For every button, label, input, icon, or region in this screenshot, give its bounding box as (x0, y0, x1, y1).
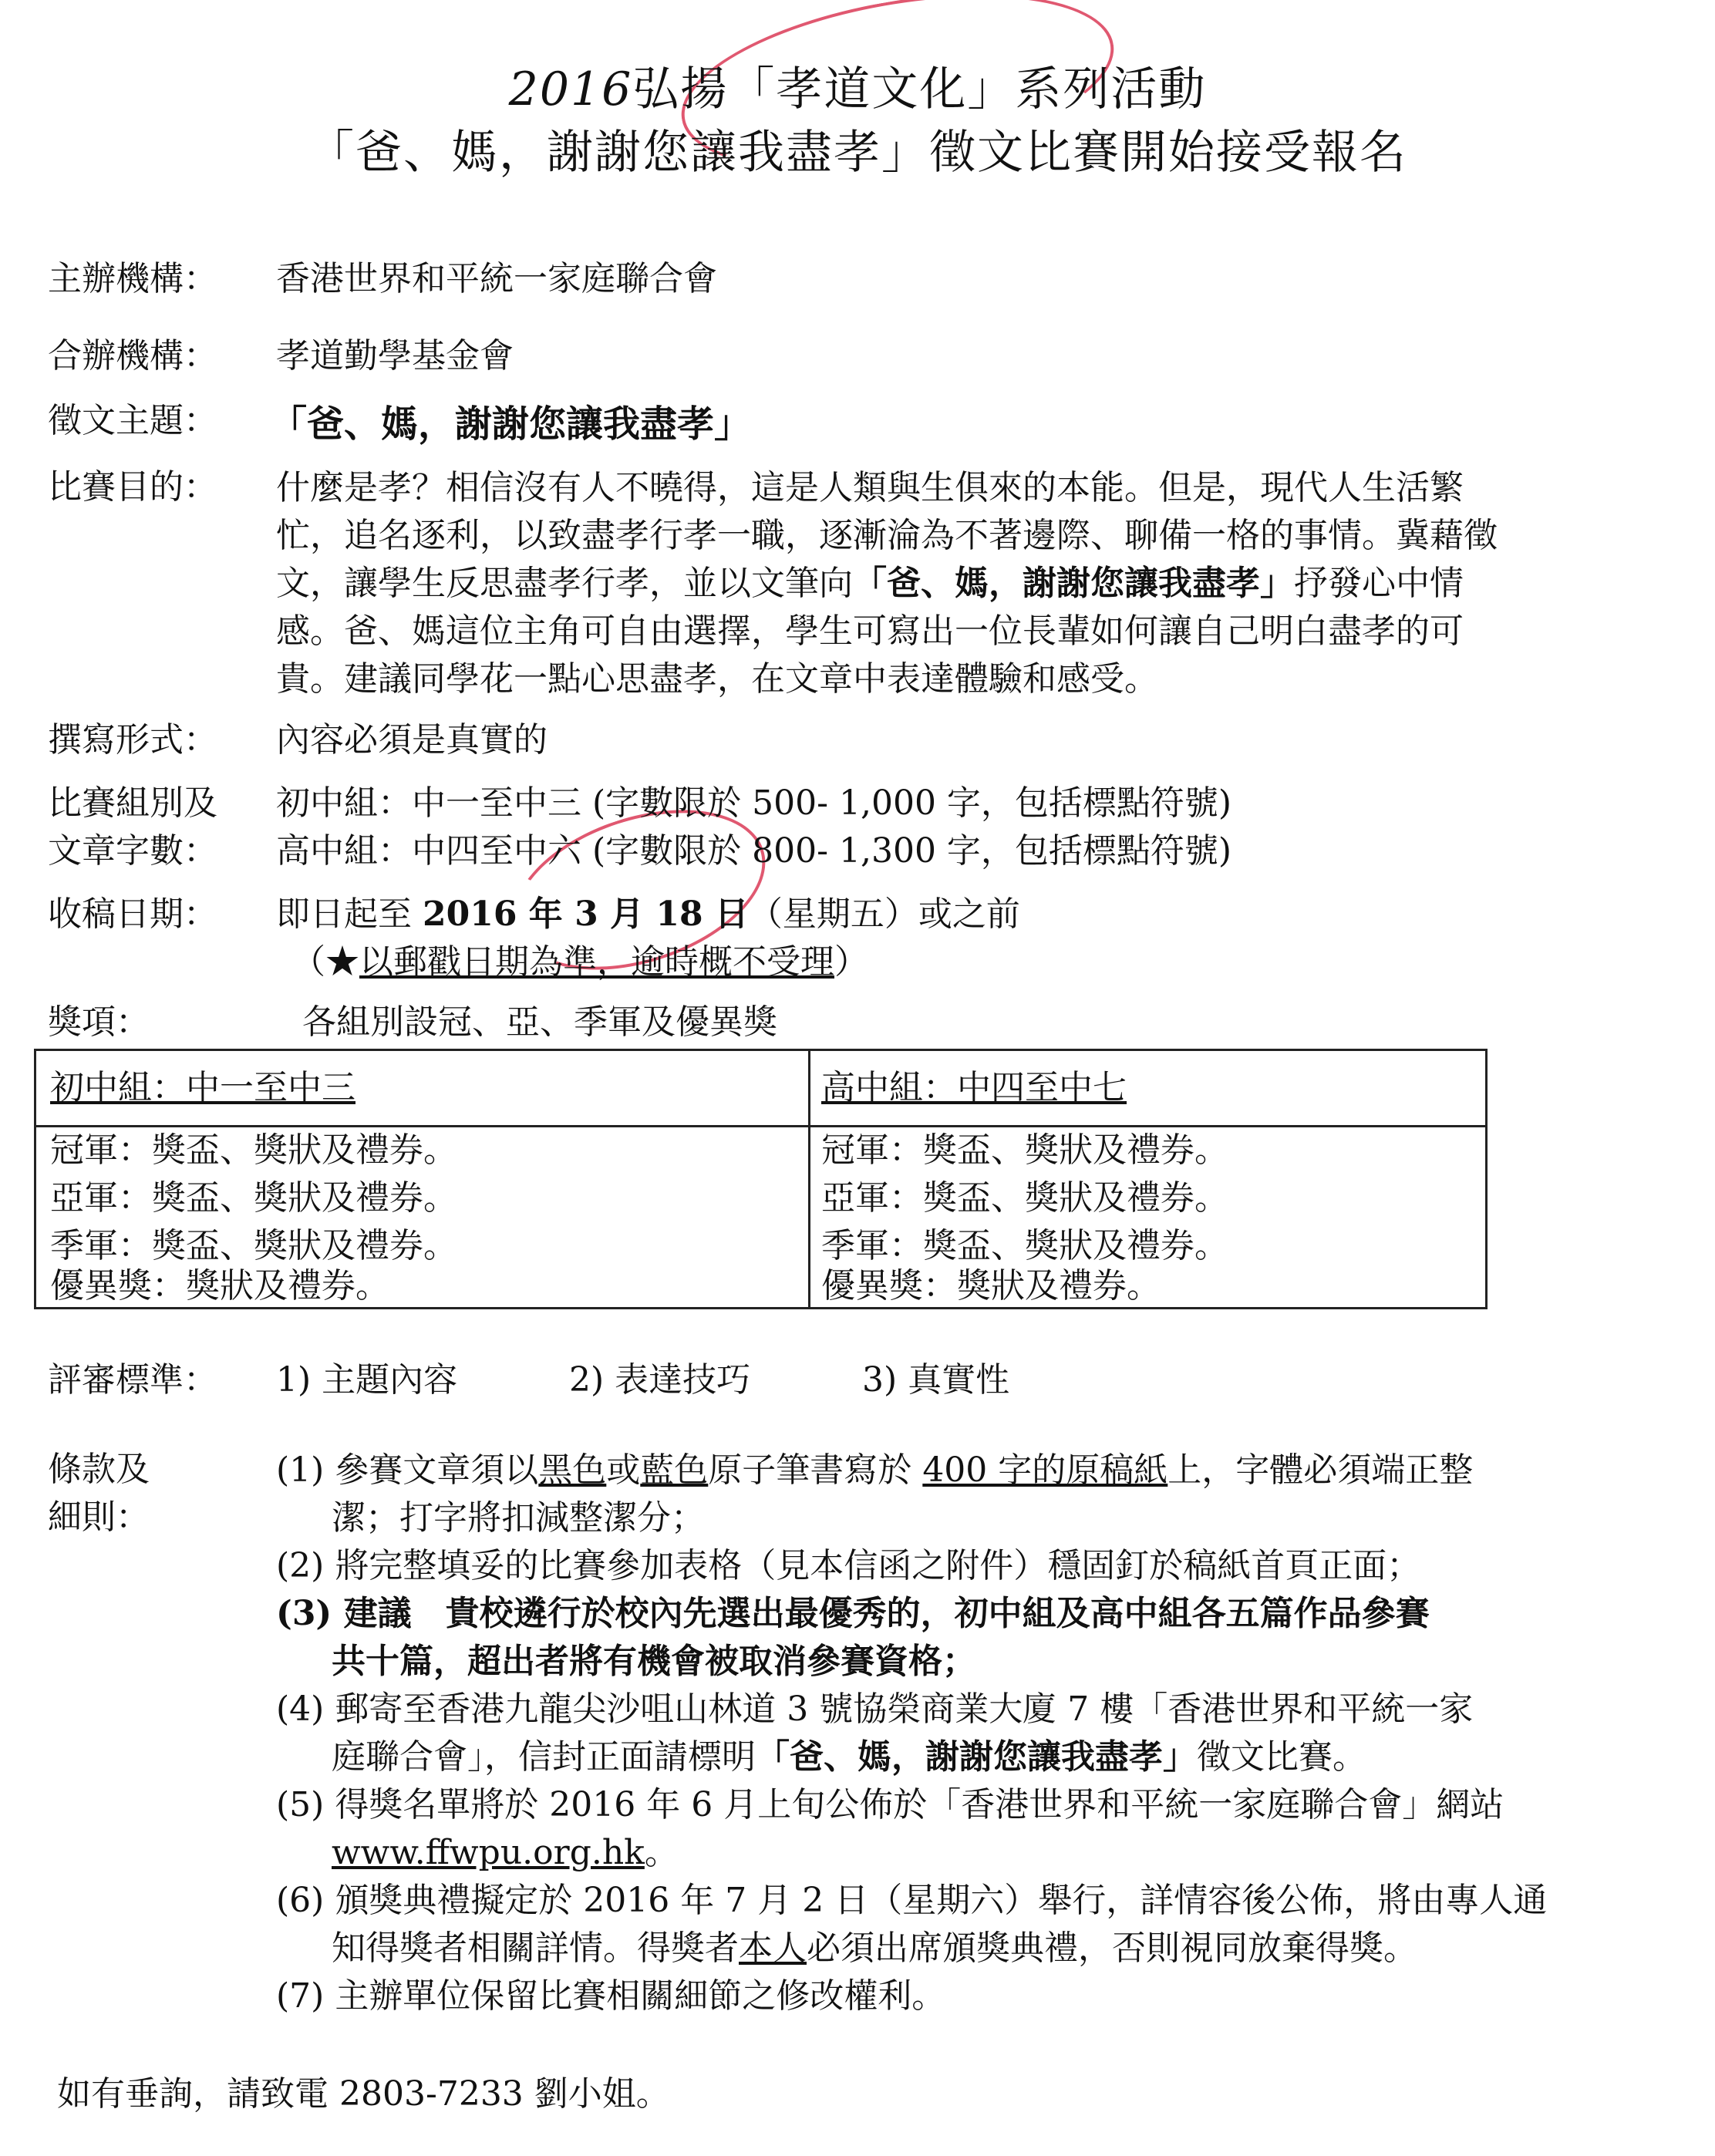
junior-prize-row: 季軍：獎盃、獎狀及禮券。 (50, 1226, 457, 1265)
contact-line: 如有垂詢，請致電 2803-7233 劉小姐。 (57, 2074, 670, 2114)
senior-column-head: 高中組：中四至中七 (821, 1068, 1127, 1107)
purpose-text (276, 464, 1626, 703)
term-text: 上，字體必須端正整 (1167, 1450, 1474, 1490)
purpose-line: 貴。建議同學花一點心思盡孝，在文章中表達體驗和感受。 (276, 659, 1158, 699)
note-close: ） (834, 942, 868, 982)
purpose-label: 比賽目的： (48, 467, 217, 507)
criterion-2: 2) 表達技巧 (569, 1360, 751, 1400)
deadline-date: 2016 年 3 月 18 日 (423, 894, 749, 934)
deadline-note (291, 939, 868, 985)
criterion-3: 3) 真實性 (862, 1360, 1010, 1400)
term-bold-theme: 「爸、媽，謝謝您讓我盡孝」 (756, 1737, 1197, 1777)
group-senior: 高中組：中四至中六 (字數限於 800- 1,300 字，包括標點符號) (276, 831, 1232, 871)
deadline-label: 收稿日期： (48, 894, 217, 934)
purpose-line (276, 560, 1626, 608)
groups-label-1: 比賽組別及 (48, 783, 217, 823)
terms-list (276, 1447, 1664, 2020)
title-line-1 (0, 52, 1715, 119)
term-item: (2) 將完整填妥的比賽參加表格（見本信函之附件）穩固釘於稿紙首頁正面； (276, 1546, 1421, 1585)
deadline-note-text: 以郵戳日期為準，逾時概不受理 (359, 942, 834, 982)
senior-prize-row: 季軍：獎盃、獎狀及禮券。 (821, 1226, 1228, 1265)
purpose-line: 感。爸、媽這位主角可自由選擇，學生可寫出一位長輩如何讓自己明白盡孝的可 (276, 611, 1464, 651)
deadline-pre: 即日起至 (276, 894, 423, 934)
awards-label: 獎項： (48, 1002, 150, 1042)
terms-label-1: 條款及 (48, 1450, 150, 1489)
senior-prize-row: 亞軍：獎盃、獎狀及禮券。 (821, 1178, 1228, 1218)
organizer-value: 香港世界和平統一家庭聯合會 (276, 259, 717, 298)
junior-prize-row: 亞軍：獎盃、獎狀及禮券。 (50, 1178, 457, 1218)
note-open: （★ (291, 942, 359, 982)
term-text: 或 (606, 1450, 641, 1490)
purpose-line: 忙，追名逐利，以致盡孝行孝一職，逐漸淪為不著邊際、聊備一格的事情。冀藉徵 (276, 516, 1498, 555)
organizer-label: 主辦機構： (48, 259, 217, 298)
format-label: 撰寫形式： (48, 720, 217, 760)
website-link[interactable]: www.ffwpu.org.hk (332, 1833, 645, 1872)
term-underlined: 400 字的原稿紙 (922, 1450, 1168, 1490)
criterion-1: 1) 主題內容 (276, 1360, 458, 1400)
prize-table (34, 1049, 1488, 1309)
term-text: 必須出席頒獎典禮，否則視同放棄得獎。 (807, 1929, 1417, 1968)
theme-label: 徵文主題： (48, 401, 217, 440)
junior-column-head: 初中組：中一至中三 (50, 1068, 355, 1107)
term-continuation: 潔；打字將扣減整潔分； (332, 1498, 705, 1538)
terms-label-2: 細則： (48, 1497, 150, 1537)
title-text: 弘揚「孝道文化」系列活動 (632, 62, 1207, 116)
prize-table-divider (808, 1051, 810, 1307)
term-text: 原子筆書寫於 (708, 1450, 923, 1490)
term-continuation (276, 1829, 1664, 1877)
term-item: (7) 主辦單位保留比賽相關細節之修改權利。 (276, 1976, 946, 2016)
term-text: 。 (644, 1833, 679, 1872)
purpose-text-part: 文，讓學生反思盡孝行孝，並以文筆向 (276, 564, 853, 603)
awards-value: 各組別設冠、亞、季軍及優異獎 (302, 1002, 777, 1042)
senior-prize-row: 冠軍：獎盃、獎狀及禮券。 (821, 1130, 1228, 1170)
term-underlined: 本人 (739, 1929, 807, 1968)
term-item (276, 1447, 1664, 1494)
term-continuation: 共十篇，超出者將有機會被取消參賽資格； (332, 1642, 976, 1681)
term-continuation (276, 1925, 1664, 1972)
coorganizer-value: 孝道勤學基金會 (276, 336, 514, 376)
title-line-2: 「爸、媽，謝謝您讓我盡孝」徵文比賽開始接受報名 (308, 126, 1407, 180)
format-value: 內容必須是真實的 (276, 720, 548, 760)
groups-label-2: 文章字數： (48, 831, 217, 871)
senior-prize-row: 優異獎：獎狀及禮券。 (821, 1266, 1161, 1305)
junior-prize-row: 優異獎：獎狀及禮券。 (50, 1266, 389, 1305)
deadline-post: （星期五）或之前 (748, 894, 1020, 934)
term-text: 庭聯合會」，信封正面請標明 (332, 1737, 756, 1777)
term-text: 知得獎者相關詳情。得獎者 (332, 1929, 739, 1968)
purpose-text-part: 抒發心中情 (1294, 564, 1464, 603)
junior-prize-row: 冠軍：獎盃、獎狀及禮券。 (50, 1130, 457, 1170)
coorganizer-label: 合辦機構： (48, 336, 217, 376)
criteria-label: 評審標準： (48, 1360, 217, 1400)
group-junior: 初中組：中一至中三 (字數限於 500- 1,000 字，包括標點符號) (276, 783, 1232, 823)
purpose-bold-theme: 「爸、媽，謝謝您讓我盡孝」 (853, 564, 1294, 603)
term-continuation (276, 1733, 1664, 1781)
term-underlined: 黑色 (538, 1450, 607, 1490)
term-item: (5) 得獎名單將於 2016 年 6 月上旬公佈於「香港世界和平統一家庭聯合會」網站 (276, 1785, 1504, 1824)
term-item: (6) 頒獎典禮擬定於 2016 年 7 月 2 日（星期六）舉行，詳情容後公佈，將由專人通 (276, 1881, 1548, 1920)
term-item: (4) 郵寄至香港九龍尖沙咀山林道 3 號協榮商業大廈 7 樓「香港世界和平統一家 (276, 1689, 1474, 1729)
purpose-line: 什麼是孝？相信沒有人不曉得，這是人類與生俱來的本能。但是，現代人生活繁 (276, 468, 1464, 507)
theme-value: 「爸、媽，謝謝您讓我盡孝」 (270, 403, 752, 446)
title-year: 2016 (508, 62, 633, 116)
term-text: (1) 參賽文章須以 (276, 1450, 539, 1490)
term-text: 徵文比賽。 (1197, 1737, 1366, 1777)
term-underlined: 藍色 (640, 1450, 709, 1490)
term-item: (3) 建議 貴校遴行於校內先選出最優秀的，初中組及高中組各五篇作品參賽 (276, 1594, 1430, 1633)
deadline-value (276, 891, 1020, 938)
